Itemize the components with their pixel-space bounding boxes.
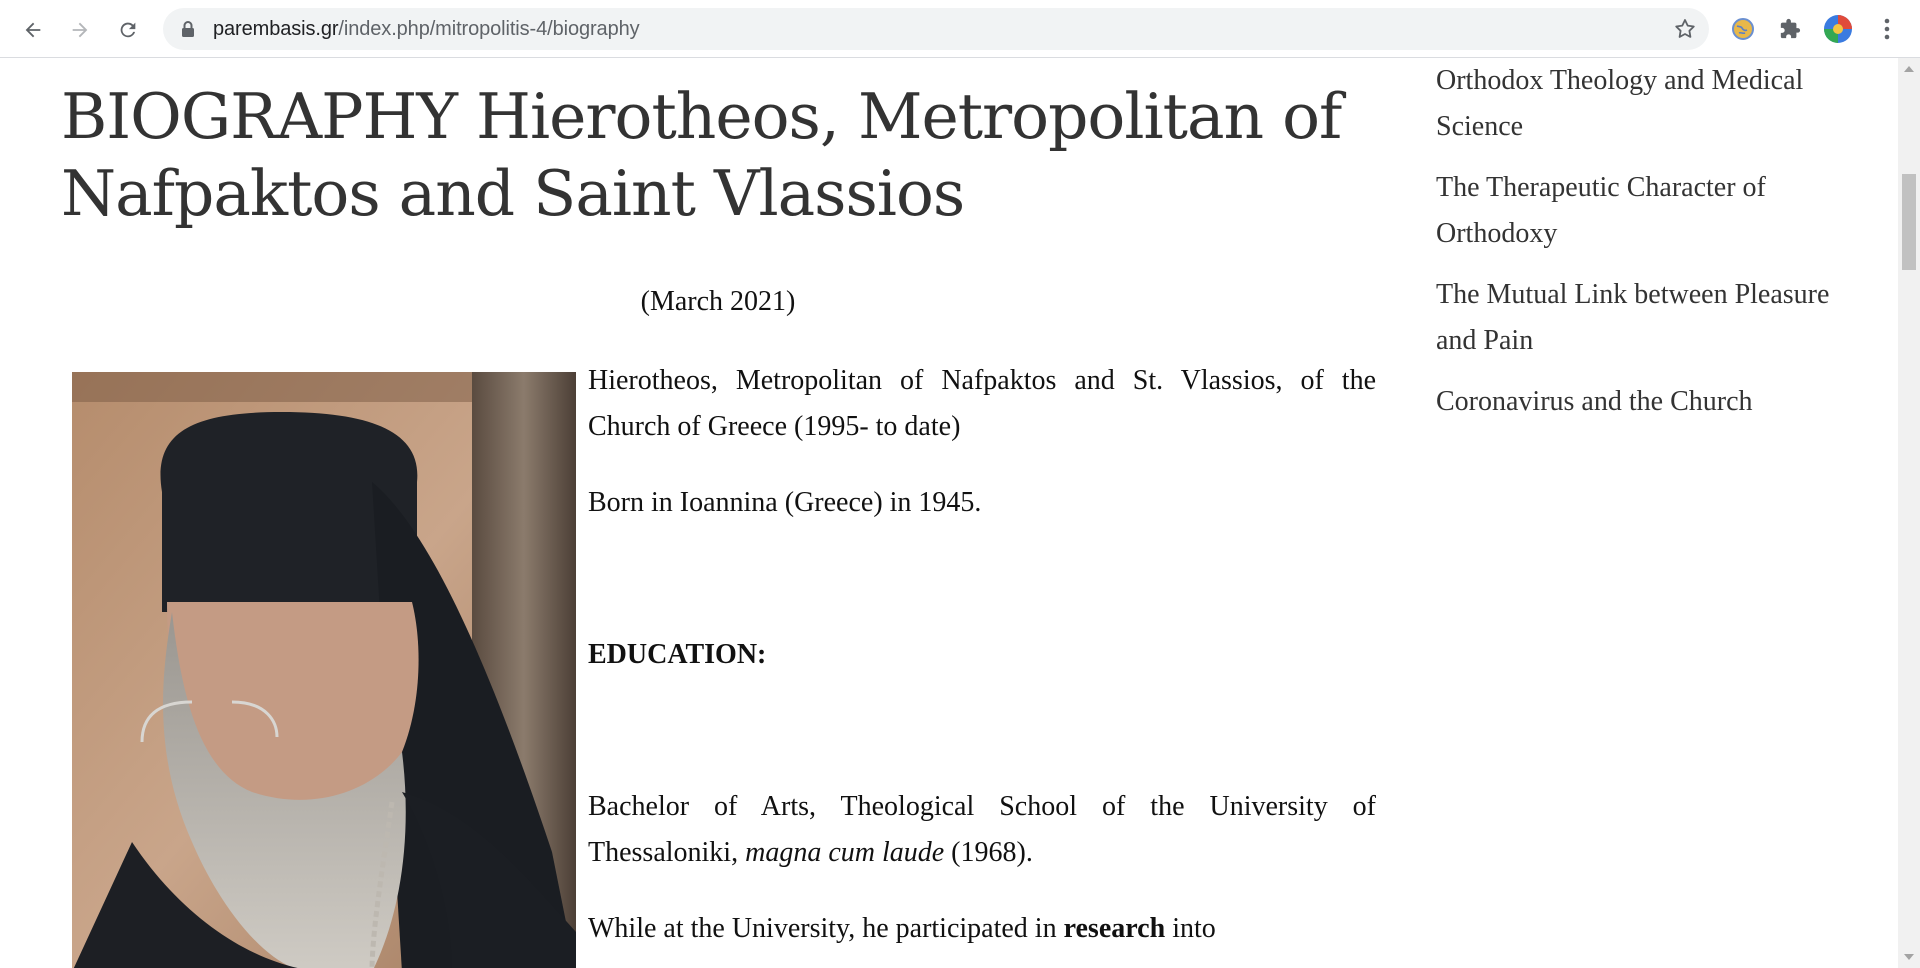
active-tab-indicator <box>660 0 888 2</box>
article-paragraph-intro: Hierotheos, Metropolitan of Nafpaktos and St. Vlassios, of the Church of Greece (1995- to date) <box>588 365 1376 442</box>
sidebar-related-articles <box>1436 58 1856 440</box>
url-domain: parembasis.gr <box>213 18 339 40</box>
article-paragraph-research <box>588 906 1376 952</box>
article-body <box>588 358 1376 968</box>
sidebar-link-orthodox-theology[interactable]: Orthodox Theology and Medical Science <box>1436 65 1804 142</box>
forward-arrow-icon <box>69 19 91 41</box>
scroll-up-arrow-icon[interactable] <box>1904 66 1914 72</box>
article-paragraph-birth: Born in Ioannina (Greece) in 1945. <box>588 487 982 518</box>
kebab-menu-icon <box>1884 18 1890 40</box>
lock-icon <box>180 20 196 38</box>
sidebar-link-therapeutic-character[interactable]: The Therapeutic Character of Orthodoxy <box>1436 172 1766 249</box>
bachelor-year: (1968). <box>944 837 1033 868</box>
bookmark-star-icon[interactable] <box>1673 17 1697 41</box>
page-title: BIOGRAPHY Hierotheos, Metropolitan of Nafpaktos and Saint Vlassios <box>61 80 1342 230</box>
scrollbar-thumb[interactable] <box>1902 174 1916 270</box>
sidebar-link-pleasure-and-pain[interactable]: The Mutual Link between Pleasure and Pain <box>1436 279 1830 356</box>
url-path: /index.php/mitropolitis-4/biography <box>338 18 640 40</box>
education-heading-text: EDUCATION: <box>588 639 767 670</box>
page-content <box>0 58 1898 968</box>
profile-avatar-button[interactable] <box>1823 14 1853 44</box>
portrait-illustration <box>72 372 576 968</box>
forward-button[interactable] <box>63 13 97 47</box>
back-arrow-icon <box>22 19 44 41</box>
sidebar-link-coronavirus[interactable]: Coronavirus and the Church <box>1436 386 1753 417</box>
back-button[interactable] <box>16 13 50 47</box>
reload-icon <box>117 19 139 41</box>
url-text[interactable] <box>213 8 640 50</box>
research-text-end: into <box>1165 913 1216 944</box>
browser-toolbar <box>0 0 1920 58</box>
profile-avatar-icon <box>1823 14 1853 44</box>
bachelor-text: Bachelor of Arts, Theological School of the University of Thessaloniki, <box>588 791 1376 868</box>
extensions-button[interactable] <box>1775 14 1805 44</box>
extension-globe-button[interactable] <box>1728 14 1758 44</box>
address-bar[interactable] <box>163 8 1709 50</box>
bachelor-honors: magna cum laude <box>745 837 945 868</box>
portrait-photo <box>72 372 576 968</box>
page-scrollbar[interactable] <box>1898 58 1920 968</box>
article-paragraph-bachelor <box>588 784 1376 876</box>
research-text-start: While at the University, he participated in <box>588 913 1064 944</box>
puzzle-piece-icon <box>1779 18 1801 40</box>
scroll-down-arrow-icon[interactable] <box>1904 954 1914 960</box>
globe-extension-icon <box>1731 17 1755 41</box>
browser-menu-button[interactable] <box>1872 14 1902 44</box>
research-bold: research <box>1063 913 1166 944</box>
article-date: (March 2021) <box>640 286 796 317</box>
education-heading <box>588 632 1376 678</box>
reload-button[interactable] <box>111 13 145 47</box>
